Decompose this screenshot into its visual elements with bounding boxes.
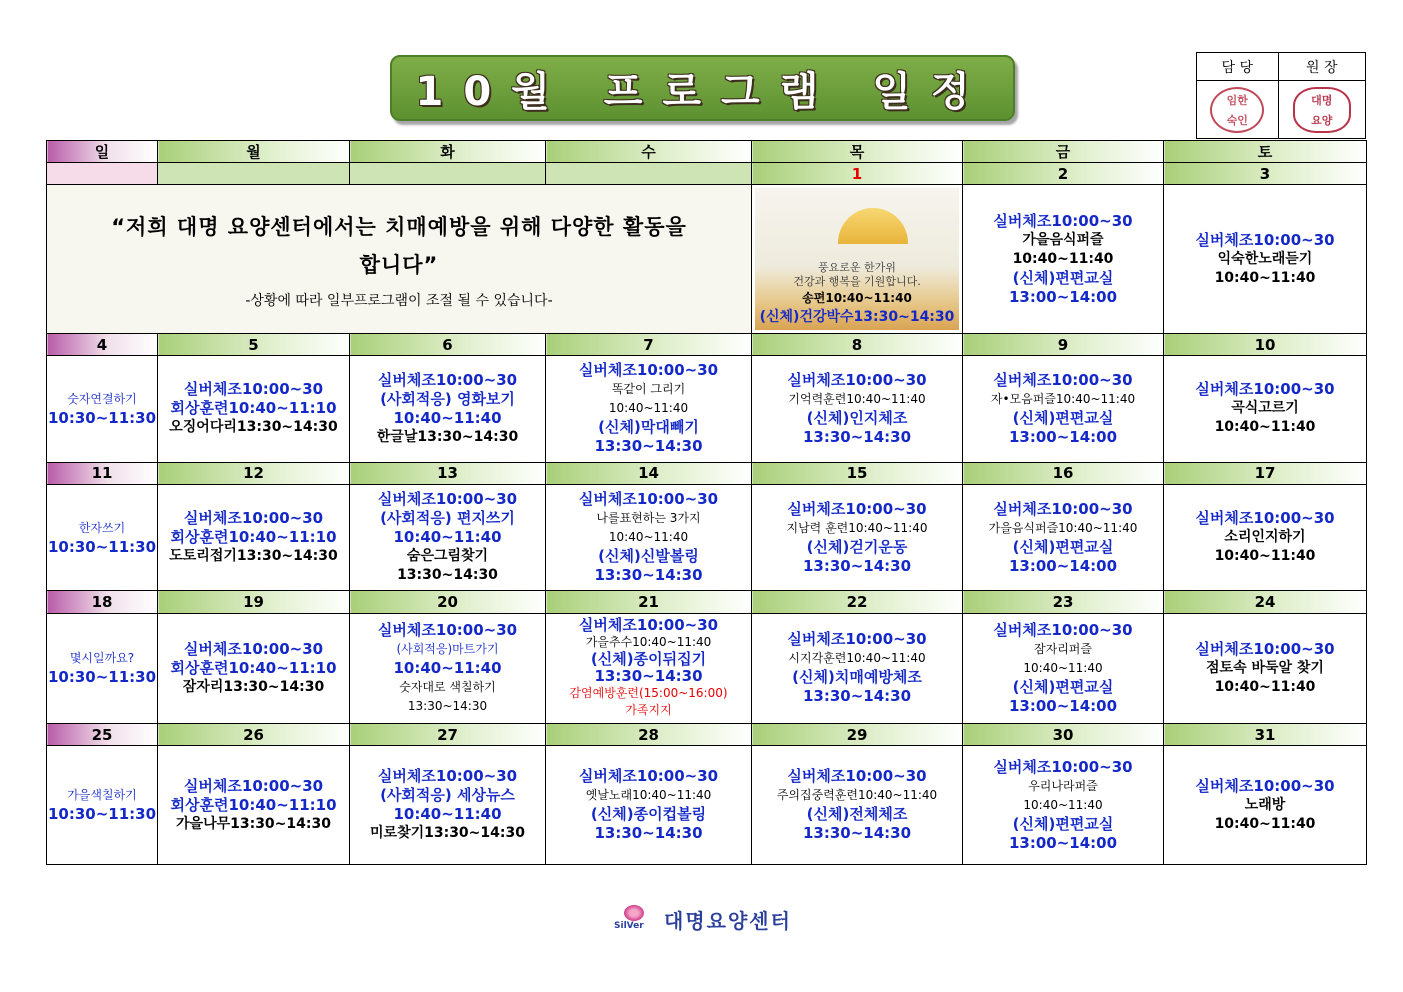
schedule-row	[47, 356, 1367, 463]
program-item: 실버체조10:00~30	[377, 620, 518, 639]
program-item: 10:40~11:40	[393, 658, 502, 677]
day-cell	[1164, 185, 1367, 334]
program-item: 10:40~11:40	[1214, 269, 1316, 286]
day-cell	[1164, 356, 1367, 463]
program-item: 가을추수10:40~11:40	[585, 635, 712, 650]
program-item: 실버체조10:00~30	[787, 767, 927, 786]
program-item: 13:00~14:00	[1008, 287, 1118, 306]
program-item: (신체)편편교실	[1012, 268, 1114, 287]
day-cell	[350, 613, 546, 724]
day-cell	[963, 746, 1164, 865]
day-cell	[546, 746, 752, 865]
program-item: 익숙한노래듣기	[1217, 250, 1313, 267]
program-item: 13:00~14:00	[1008, 696, 1118, 715]
date-number: 23	[963, 591, 1164, 613]
day-cell	[47, 746, 158, 865]
program-item: 13:30~14:30	[802, 824, 912, 843]
program-item: 가을나무13:30~14:30	[176, 815, 331, 832]
program-item: (신체)전체체조	[806, 805, 908, 824]
program-item: 실버체조10:00~30	[787, 370, 927, 389]
program-item: 한글날13:30~14:30	[376, 428, 519, 445]
program-item: 13:30~14:30	[802, 556, 912, 575]
day-cell	[546, 484, 752, 591]
date-number: 17	[1164, 462, 1367, 484]
notice-text: 합니다”	[359, 253, 439, 278]
program-item: (신체)편편교실	[1012, 537, 1114, 556]
program-item: 10:40~11:40	[1023, 797, 1103, 812]
program-item: 시지각훈련10:40~11:40	[788, 651, 926, 666]
program-item: (신체)편편교실	[1012, 814, 1114, 833]
day-cell	[158, 746, 350, 865]
flower-icon	[624, 905, 644, 921]
approval-manager-label: 담 당	[1197, 53, 1279, 81]
program-item: 13:00~14:00	[1008, 833, 1118, 852]
program-item: 회상훈련10:40~11:10	[170, 795, 337, 814]
full-moon-icon	[838, 208, 908, 244]
program-item: 13:30~14:30	[594, 437, 703, 456]
date-number: 4	[47, 334, 158, 356]
date-number: 5	[158, 334, 350, 356]
day-cell	[963, 356, 1164, 463]
date-number: 22	[752, 591, 963, 613]
program-item: 가을음식퍼즐	[1022, 231, 1104, 248]
program-item: 숫자연결하기	[67, 391, 137, 406]
footer	[614, 904, 792, 934]
program-item: 실버체조10:00~30	[787, 499, 927, 518]
program-item: 몇시일까요?	[69, 651, 135, 666]
program-item: 실버체조10:00~30	[183, 509, 324, 528]
day-cell	[47, 613, 158, 724]
program-item: 노래방	[1244, 796, 1286, 813]
program-item: 실버체조10:00~30	[183, 776, 324, 795]
program-item: 10:40~11:40	[608, 401, 689, 416]
date-number: 24	[1164, 591, 1367, 613]
calendar-table	[46, 140, 1367, 865]
date-row	[47, 334, 1367, 356]
program-item: 자•모음퍼즐10:40~11:40	[990, 391, 1136, 406]
program-item: 10:40~11:40	[1023, 660, 1103, 675]
day-cell	[350, 484, 546, 591]
program-item: 잠자리퍼즐	[1034, 641, 1092, 656]
program-item: 10:30~11:30	[47, 537, 157, 556]
program-item: 13:30~14:30	[594, 566, 703, 585]
day-cell	[1164, 746, 1367, 865]
notice-text: “저희 대명 요양센터에서는 치매예방을 위해 다양한 활동을	[111, 215, 687, 240]
greeting-text: 건강과 행복을 기원합니다.	[793, 275, 921, 289]
date-number: 29	[752, 724, 963, 746]
approval-director-stamp	[1278, 81, 1365, 139]
program-item: 나를표현하는 3가지	[596, 511, 701, 526]
notice-subtext: -상황에 따라 일부프로그램이 조절 될 수 있습니다-	[245, 293, 553, 310]
program-item: 10:40~11:40	[393, 408, 502, 427]
schedule-row	[47, 613, 1367, 724]
program-item: 우리나라퍼즐	[1028, 778, 1098, 793]
day-cell	[546, 613, 752, 724]
silver-logo-icon	[614, 905, 654, 933]
program-item: 송편10:40~11:40	[802, 291, 912, 306]
program-item: 13:30~14:30	[594, 667, 703, 686]
program-item: 실버체조10:00~30	[993, 211, 1133, 230]
program-item: (신체)종이뒤집기	[590, 650, 707, 669]
date-number: 8	[752, 334, 963, 356]
program-item: 잠자리13:30~14:30	[182, 678, 325, 695]
schedule-row	[47, 746, 1367, 865]
program-item: 10:40~11:40	[1214, 419, 1316, 436]
program-item: (신체)막대빼기	[598, 418, 699, 437]
date-number: 20	[350, 591, 546, 613]
day-cell	[546, 356, 752, 463]
weekday-fri: 금	[963, 141, 1164, 163]
day-cell	[47, 484, 158, 591]
program-item: 10:40~11:40	[608, 530, 689, 545]
date-number: 15	[752, 462, 963, 484]
program-item: 10:40~11:40	[1214, 678, 1316, 695]
program-item: (신체)편편교실	[1012, 408, 1114, 427]
program-item: 실버체조10:00~30	[183, 639, 324, 658]
date-number: 11	[47, 462, 158, 484]
weekday-tue: 화	[350, 141, 546, 163]
program-item: (신체)편편교실	[1012, 677, 1114, 696]
logo-word: SilVer	[614, 921, 644, 931]
program-item: 가족지지	[625, 703, 672, 718]
program-item: 13:00~14:00	[1008, 556, 1118, 575]
date-row	[47, 462, 1367, 484]
day-cell	[158, 484, 350, 591]
weekday-wed: 수	[546, 141, 752, 163]
day-cell	[1164, 484, 1367, 591]
program-item: 감염예방훈련(15:00~16:00)	[569, 686, 728, 701]
program-item: 10:30~11:30	[47, 805, 157, 824]
day-cell	[350, 356, 546, 463]
program-item: 13:30~14:30	[407, 698, 488, 713]
program-item: 실버체조10:00~30	[377, 370, 518, 389]
program-item: 실버체조10:00~30	[578, 616, 719, 635]
program-item: 실버체조10:00~30	[1195, 639, 1335, 658]
program-item: (사회적응)마트가기	[396, 641, 499, 656]
program-item: 지남력 훈련10:40~11:40	[786, 520, 928, 535]
day-cell	[752, 356, 963, 463]
program-item: 실버체조10:00~30	[578, 361, 719, 380]
program-item: 실버체조10:00~30	[1195, 509, 1335, 528]
date-number: 9	[963, 334, 1164, 356]
notice-cell	[47, 185, 752, 334]
approval-manager-stamp	[1197, 81, 1279, 139]
program-item: 실버체조10:00~30	[578, 767, 719, 786]
program-item: 실버체조10:00~30	[993, 757, 1133, 776]
program-item: 똑같이 그리기	[611, 382, 686, 397]
program-item: 숨은그림찾기	[406, 548, 489, 565]
program-item: 실버체조10:00~30	[183, 380, 324, 399]
program-item: 가을색칠하기	[67, 788, 137, 803]
program-item: 실버체조10:00~30	[1195, 380, 1335, 399]
program-item: 도토리접기13:30~14:30	[169, 548, 338, 565]
program-item: 10:40~11:40	[1214, 815, 1316, 832]
date-number: 25	[47, 724, 158, 746]
holiday-greeting-image	[755, 188, 959, 330]
date-number: 31	[1164, 724, 1367, 746]
program-item: 옛날노래10:40~11:40	[585, 788, 712, 803]
day-cell	[158, 613, 350, 724]
program-item: (사회적응) 영화보기	[380, 389, 515, 408]
program-item: 실버체조10:00~30	[993, 370, 1133, 389]
date-number: 13	[350, 462, 546, 484]
program-item: 10:40~11:40	[1214, 548, 1316, 565]
program-item: 미로찾기13:30~14:30	[370, 825, 525, 842]
program-item: 10:40~11:40	[1012, 250, 1114, 267]
program-item: (신체)인지체조	[806, 408, 908, 427]
date-number: 27	[350, 724, 546, 746]
day-cell	[350, 746, 546, 865]
date-number: 19	[158, 591, 350, 613]
program-item: 소리인지하기	[1224, 529, 1306, 546]
holiday-cell	[752, 185, 963, 334]
day-cell	[963, 185, 1164, 334]
date-number: 1	[752, 163, 963, 185]
center-name: 대명요양센터	[664, 908, 792, 933]
date-row	[47, 724, 1367, 746]
date-number: 16	[963, 462, 1164, 484]
program-item: (신체)건강박수13:30~14:30	[759, 309, 955, 326]
program-item: 10:40~11:40	[393, 528, 502, 547]
program-item: 가을음식퍼즐10:40~11:40	[988, 520, 1138, 535]
weekday-sat: 토	[1164, 141, 1367, 163]
day-cell	[752, 746, 963, 865]
date-number: 10	[1164, 334, 1367, 356]
program-item: 13:30~14:30	[802, 427, 912, 446]
date-number: 30	[963, 724, 1164, 746]
program-item: 실버체조10:00~30	[787, 630, 927, 649]
schedule-row	[47, 185, 1367, 334]
day-cell	[963, 613, 1164, 724]
date-number	[158, 163, 350, 185]
program-item: 10:30~11:30	[47, 408, 157, 427]
program-item: 점토속 바둑알 찾기	[1206, 659, 1324, 676]
program-item: 실버체조10:00~30	[377, 490, 518, 509]
date-number	[546, 163, 752, 185]
date-number: 2	[963, 163, 1164, 185]
page-title: 10월 프로그램 일정	[415, 68, 990, 115]
program-item: 실버체조10:00~30	[578, 490, 719, 509]
date-number: 26	[158, 724, 350, 746]
date-number	[350, 163, 546, 185]
approval-box	[1196, 52, 1366, 139]
seal-stamp-icon: 대명 요양	[1293, 87, 1351, 133]
program-item: 한자쓰기	[78, 520, 126, 535]
program-item: 실버체조10:00~30	[1195, 230, 1335, 249]
program-item: (사회적응) 세상뉴스	[380, 786, 515, 805]
program-item: 오징어다리13:30~14:30	[169, 419, 338, 436]
schedule-row	[47, 484, 1367, 591]
date-number: 14	[546, 462, 752, 484]
date-number: 28	[546, 724, 752, 746]
program-item: 13:30~14:30	[594, 824, 703, 843]
date-row	[47, 163, 1367, 185]
program-item: 실버체조10:00~30	[377, 767, 518, 786]
program-item: 실버체조10:00~30	[993, 620, 1133, 639]
program-item: (신체)치매예방체조	[792, 668, 922, 687]
approval-director-label: 원 장	[1278, 53, 1365, 81]
day-cell	[963, 484, 1164, 591]
program-item: 10:40~11:40	[393, 805, 502, 824]
program-item: 주의집중력훈련10:40~11:40	[776, 788, 938, 803]
date-number	[47, 163, 158, 185]
program-item: (사회적응) 편지쓰기	[380, 509, 515, 528]
day-cell	[1164, 613, 1367, 724]
seal-stamp-icon: 임한 숙인	[1210, 87, 1264, 133]
weekday-header-row	[47, 141, 1367, 163]
date-number: 6	[350, 334, 546, 356]
program-item: 회상훈련10:40~11:10	[170, 399, 337, 418]
program-item: 실버체조10:00~30	[1195, 776, 1335, 795]
day-cell	[752, 484, 963, 591]
program-item: (신체)걷기운동	[806, 537, 908, 556]
program-item: 13:30~14:30	[802, 687, 912, 706]
date-number: 18	[47, 591, 158, 613]
date-row	[47, 591, 1367, 613]
day-cell	[47, 356, 158, 463]
program-item: 회상훈련10:40~11:10	[170, 528, 337, 547]
program-item: (신체)종이컵볼링	[590, 805, 707, 824]
day-cell	[158, 356, 350, 463]
weekday-thu: 목	[752, 141, 963, 163]
weekday-mon: 월	[158, 141, 350, 163]
program-item: 곡식고르기	[1231, 400, 1299, 417]
program-item: 13:00~14:00	[1008, 427, 1118, 446]
date-number: 3	[1164, 163, 1367, 185]
date-number: 12	[158, 462, 350, 484]
program-item: 10:30~11:30	[47, 668, 157, 687]
date-number: 21	[546, 591, 752, 613]
program-item: 회상훈련10:40~11:10	[170, 658, 337, 677]
program-item: 숫자대로 색칠하기	[399, 679, 496, 694]
title-banner	[390, 55, 1015, 121]
day-cell	[752, 613, 963, 724]
date-number: 7	[546, 334, 752, 356]
program-item: 13:30~14:30	[397, 567, 498, 584]
weekday-sun: 일	[47, 141, 158, 163]
program-item: 실버체조10:00~30	[993, 499, 1133, 518]
greeting-text: 풍요로운 한가위	[818, 261, 896, 275]
program-item: 기억력훈련10:40~11:40	[788, 391, 926, 406]
program-item: (신체)신발볼링	[598, 547, 699, 566]
